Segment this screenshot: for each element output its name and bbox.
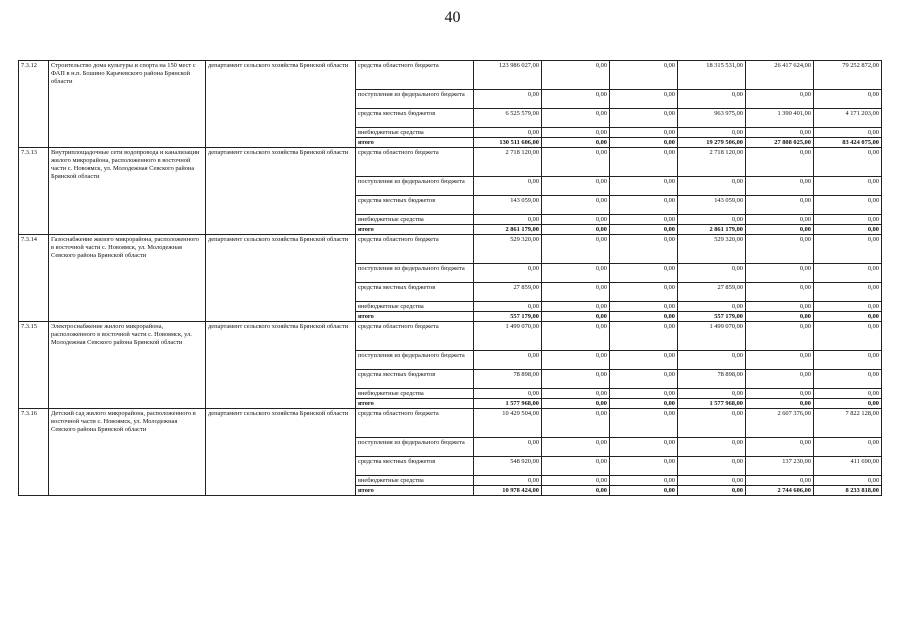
amount-cell: 0,00	[746, 225, 814, 235]
funding-source: средства местных бюджетов	[356, 109, 474, 128]
amount-cell: 0,00	[678, 302, 746, 312]
amount-cell: 0,00	[746, 148, 814, 177]
amount-cell: 0,00	[610, 389, 678, 399]
amount-cell: 0,00	[610, 283, 678, 302]
funding-source: итого	[356, 225, 474, 235]
amount-cell: 1 499 070,00	[678, 322, 746, 351]
amount-cell: 2 718 120,00	[678, 148, 746, 177]
amount-cell: 0,00	[746, 370, 814, 389]
funding-source: поступления из федерального бюджета	[356, 90, 474, 109]
amount-cell: 0,00	[610, 235, 678, 264]
project-code: 7.3.16	[19, 409, 49, 496]
amount-cell: 0,00	[542, 235, 610, 264]
amount-cell: 529 320,00	[474, 235, 542, 264]
funding-source: средства местных бюджетов	[356, 457, 474, 476]
amount-cell: 0,00	[474, 351, 542, 370]
amount-cell: 411 690,00	[814, 457, 882, 476]
amount-cell: 0,00	[610, 109, 678, 128]
amount-cell: 8 233 818,00	[814, 486, 882, 496]
amount-cell: 123 986 027,00	[474, 61, 542, 90]
amount-cell: 0,00	[474, 302, 542, 312]
amount-cell: 27 859,00	[678, 283, 746, 302]
amount-cell: 0,00	[610, 409, 678, 438]
amount-cell: 0,00	[542, 109, 610, 128]
table-row	[19, 409, 882, 438]
amount-cell: 1 499 070,00	[474, 322, 542, 351]
amount-cell: 143 059,00	[474, 196, 542, 215]
amount-cell: 137 230,00	[746, 457, 814, 476]
amount-cell: 0,00	[746, 312, 814, 322]
amount-cell: 0,00	[678, 476, 746, 486]
amount-cell: 0,00	[610, 138, 678, 148]
amount-cell: 0,00	[746, 476, 814, 486]
department: департамент сельского хозяйства Брянской области	[206, 409, 356, 496]
amount-cell: 0,00	[746, 322, 814, 351]
amount-cell: 0,00	[542, 389, 610, 399]
amount-cell: 0,00	[610, 370, 678, 389]
amount-cell: 0,00	[746, 389, 814, 399]
amount-cell: 0,00	[678, 438, 746, 457]
amount-cell: 0,00	[814, 264, 882, 283]
amount-cell: 0,00	[542, 61, 610, 90]
amount-cell: 0,00	[542, 302, 610, 312]
amount-cell: 0,00	[814, 351, 882, 370]
amount-cell: 143 059,00	[678, 196, 746, 215]
amount-cell: 0,00	[610, 486, 678, 496]
funding-source: поступления из федерального бюджета	[356, 351, 474, 370]
amount-cell: 2 607 376,00	[746, 409, 814, 438]
funding-source: средства областного бюджета	[356, 61, 474, 90]
amount-cell: 27 808 025,00	[746, 138, 814, 148]
funding-source: поступления из федерального бюджета	[356, 264, 474, 283]
amount-cell: 0,00	[474, 215, 542, 225]
amount-cell: 0,00	[474, 264, 542, 283]
amount-cell: 0,00	[542, 476, 610, 486]
funding-source: итого	[356, 312, 474, 322]
table-row	[19, 148, 882, 177]
amount-cell: 0,00	[542, 225, 610, 235]
amount-cell: 0,00	[678, 90, 746, 109]
amount-cell: 0,00	[814, 283, 882, 302]
amount-cell: 0,00	[542, 438, 610, 457]
department: департамент сельского хозяйства Брянской области	[206, 61, 356, 148]
amount-cell: 0,00	[814, 225, 882, 235]
amount-cell: 27 859,00	[474, 283, 542, 302]
funding-source: внебюджетные средства	[356, 128, 474, 138]
amount-cell: 2 744 606,00	[746, 486, 814, 496]
amount-cell: 0,00	[610, 128, 678, 138]
amount-cell: 0,00	[610, 196, 678, 215]
amount-cell: 0,00	[542, 322, 610, 351]
amount-cell: 0,00	[542, 409, 610, 438]
amount-cell: 0,00	[542, 351, 610, 370]
amount-cell: 0,00	[542, 486, 610, 496]
amount-cell: 0,00	[678, 264, 746, 283]
amount-cell: 0,00	[542, 264, 610, 283]
amount-cell: 79 252 872,00	[814, 61, 882, 90]
funding-source: средства областного бюджета	[356, 409, 474, 438]
amount-cell: 2 861 179,00	[678, 225, 746, 235]
project-name: Строительство дома культуры и спорта на 150 мест с ФАП в н.п. Бошино Карачевского района Брянской области	[49, 61, 206, 148]
amount-cell: 0,00	[542, 148, 610, 177]
amount-cell: 557 179,00	[474, 312, 542, 322]
amount-cell: 0,00	[610, 264, 678, 283]
amount-cell: 0,00	[678, 486, 746, 496]
amount-cell: 0,00	[610, 399, 678, 409]
amount-cell: 548 920,00	[474, 457, 542, 476]
project-code: 7.3.13	[19, 148, 49, 235]
amount-cell: 78 898,00	[678, 370, 746, 389]
amount-cell: 0,00	[746, 351, 814, 370]
amount-cell: 0,00	[474, 177, 542, 196]
project-name: Газоснабжение жилого микрорайона, расположенного в восточной части с. Новоямск, ул. Молодежная Севского района Брянской области	[49, 235, 206, 322]
funding-source: средства областного бюджета	[356, 148, 474, 177]
amount-cell: 0,00	[746, 283, 814, 302]
amount-cell: 0,00	[542, 370, 610, 389]
project-name: Внутриплощадочные сети водопровода и канализации жилого микрорайона, расположенного в восточной части с. Новоямск, ул. Молодежная Севского района Брянской области	[49, 148, 206, 235]
amount-cell: 0,00	[746, 399, 814, 409]
project-code: 7.3.15	[19, 322, 49, 409]
amount-cell: 0,00	[746, 90, 814, 109]
funding-source: внебюджетные средства	[356, 215, 474, 225]
amount-cell: 0,00	[610, 438, 678, 457]
project-code: 7.3.14	[19, 235, 49, 322]
funding-source: поступления из федерального бюджета	[356, 438, 474, 457]
amount-cell: 0,00	[746, 215, 814, 225]
amount-cell: 0,00	[542, 196, 610, 215]
amount-cell: 0,00	[678, 215, 746, 225]
amount-cell: 0,00	[814, 177, 882, 196]
amount-cell: 0,00	[814, 322, 882, 351]
amount-cell: 0,00	[814, 389, 882, 399]
amount-cell: 0,00	[814, 215, 882, 225]
amount-cell: 0,00	[814, 312, 882, 322]
project-code: 7.3.12	[19, 61, 49, 148]
amount-cell: 0,00	[610, 225, 678, 235]
amount-cell: 7 822 128,00	[814, 409, 882, 438]
department: департамент сельского хозяйства Брянской области	[206, 148, 356, 235]
funding-source: средства областного бюджета	[356, 235, 474, 264]
funding-source: средства местных бюджетов	[356, 196, 474, 215]
amount-cell: 0,00	[814, 128, 882, 138]
amount-cell: 1 577 968,00	[678, 399, 746, 409]
amount-cell: 0,00	[542, 215, 610, 225]
funding-source: поступления из федерального бюджета	[356, 177, 474, 196]
amount-cell: 0,00	[474, 476, 542, 486]
amount-cell: 0,00	[610, 148, 678, 177]
amount-cell: 2 861 179,00	[474, 225, 542, 235]
amount-cell: 0,00	[610, 322, 678, 351]
budget-table	[18, 60, 882, 496]
funding-source: внебюджетные средства	[356, 302, 474, 312]
amount-cell: 0,00	[746, 196, 814, 215]
amount-cell: 1 577 968,00	[474, 399, 542, 409]
amount-cell: 18 315 531,00	[678, 61, 746, 90]
amount-cell: 0,00	[814, 476, 882, 486]
amount-cell: 0,00	[678, 128, 746, 138]
amount-cell: 0,00	[814, 302, 882, 312]
amount-cell: 0,00	[746, 235, 814, 264]
amount-cell: 0,00	[814, 196, 882, 215]
amount-cell: 0,00	[746, 177, 814, 196]
amount-cell: 0,00	[678, 177, 746, 196]
department: департамент сельского хозяйства Брянской области	[206, 322, 356, 409]
amount-cell: 0,00	[814, 90, 882, 109]
amount-cell: 0,00	[610, 351, 678, 370]
amount-cell: 963 975,00	[678, 109, 746, 128]
amount-cell: 0,00	[542, 128, 610, 138]
funding-source: итого	[356, 486, 474, 496]
amount-cell: 0,00	[610, 457, 678, 476]
amount-cell: 0,00	[542, 177, 610, 196]
amount-cell: 0,00	[678, 389, 746, 399]
table-row	[19, 235, 882, 264]
amount-cell: 2 718 120,00	[474, 148, 542, 177]
amount-cell: 0,00	[814, 370, 882, 389]
amount-cell: 78 898,00	[474, 370, 542, 389]
amount-cell: 19 279 506,00	[678, 138, 746, 148]
amount-cell: 0,00	[610, 215, 678, 225]
amount-cell: 0,00	[746, 302, 814, 312]
amount-cell: 0,00	[678, 351, 746, 370]
amount-cell: 26 417 624,00	[746, 61, 814, 90]
amount-cell: 0,00	[474, 389, 542, 399]
amount-cell: 0,00	[610, 90, 678, 109]
amount-cell: 0,00	[814, 399, 882, 409]
table-row	[19, 322, 882, 351]
amount-cell: 10 429 504,00	[474, 409, 542, 438]
funding-source: средства местных бюджетов	[356, 283, 474, 302]
amount-cell: 557 179,00	[678, 312, 746, 322]
project-name: Детский сад жилого микрорайона, расположенного в восточной части с. Новоямск, ул. Молодежная Севского района Брянской области	[49, 409, 206, 496]
amount-cell: 1 390 401,00	[746, 109, 814, 128]
amount-cell: 0,00	[610, 312, 678, 322]
funding-source: внебюджетные средства	[356, 476, 474, 486]
amount-cell: 529 320,00	[678, 235, 746, 264]
amount-cell: 0,00	[474, 128, 542, 138]
amount-cell: 0,00	[610, 61, 678, 90]
amount-cell: 0,00	[746, 438, 814, 457]
page-number: 40	[444, 9, 461, 26]
table-row	[19, 61, 882, 90]
amount-cell: 0,00	[610, 302, 678, 312]
amount-cell: 0,00	[542, 90, 610, 109]
department: департамент сельского хозяйства Брянской области	[206, 235, 356, 322]
amount-cell: 0,00	[542, 399, 610, 409]
funding-source: итого	[356, 138, 474, 148]
amount-cell: 0,00	[542, 457, 610, 476]
amount-cell: 0,00	[542, 283, 610, 302]
amount-cell: 0,00	[474, 90, 542, 109]
funding-source: средства областного бюджета	[356, 322, 474, 351]
amount-cell: 0,00	[678, 409, 746, 438]
amount-cell: 0,00	[746, 128, 814, 138]
amount-cell: 0,00	[678, 457, 746, 476]
funding-source: средства местных бюджетов	[356, 370, 474, 389]
amount-cell: 6 525 579,00	[474, 109, 542, 128]
project-name: Электроснабжение жилого микрорайона, расположенного в восточной части с. Новоямск, ул. Молодежная Севского района Брянской области	[49, 322, 206, 409]
amount-cell: 0,00	[542, 138, 610, 148]
amount-cell: 0,00	[814, 438, 882, 457]
amount-cell: 83 424 075,00	[814, 138, 882, 148]
amount-cell: 0,00	[474, 438, 542, 457]
amount-cell: 0,00	[610, 476, 678, 486]
funding-source: итого	[356, 399, 474, 409]
amount-cell: 4 171 203,00	[814, 109, 882, 128]
amount-cell: 0,00	[610, 177, 678, 196]
funding-source: внебюджетные средства	[356, 389, 474, 399]
amount-cell: 0,00	[814, 148, 882, 177]
amount-cell: 10 978 424,00	[474, 486, 542, 496]
amount-cell: 0,00	[746, 264, 814, 283]
amount-cell: 0,00	[542, 312, 610, 322]
amount-cell: 0,00	[814, 235, 882, 264]
amount-cell: 130 511 606,00	[474, 138, 542, 148]
